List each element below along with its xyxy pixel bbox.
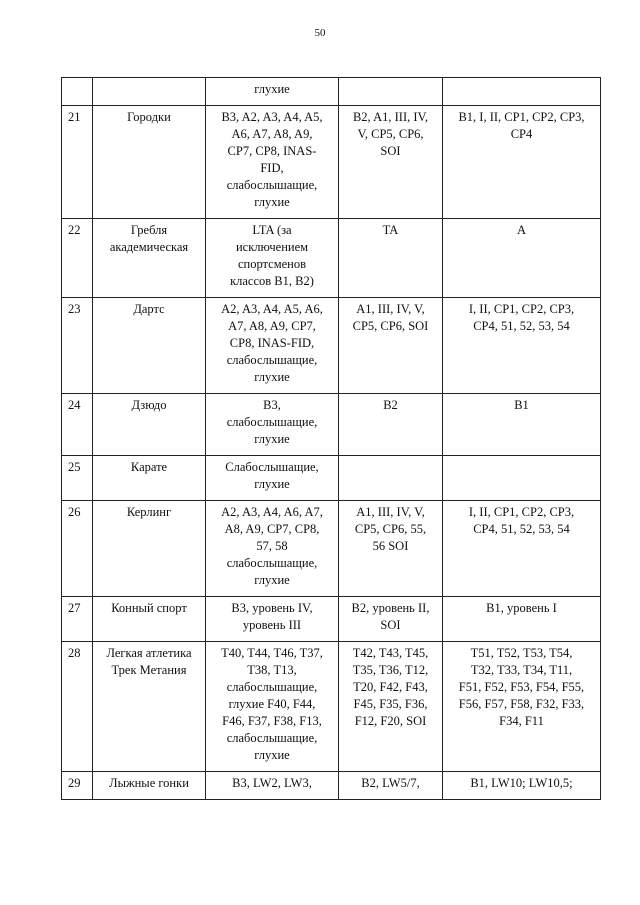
class-group-3-cell [443, 219, 601, 298]
cell-text-line: F34, F11 [499, 714, 544, 728]
row-number-cell: 21 [62, 106, 93, 219]
cell-text-line: A7, A8, A9, CP7, [228, 319, 316, 333]
cell-text-line: 56 SOI [372, 539, 409, 553]
table-row [62, 642, 601, 772]
class-group-1-cell [206, 772, 339, 800]
table-row [62, 456, 601, 501]
table-row [62, 219, 601, 298]
cell-text-line: B3, уровень IV, [231, 601, 313, 615]
class-group-1-cell [206, 78, 339, 106]
class-group-1-cell [206, 394, 339, 456]
cell-text-line: глухие [254, 748, 290, 762]
cell-text-line: CP8, INAS-FID, [229, 336, 315, 350]
cell-text-line: академическая [109, 240, 189, 254]
cell-text-line: CP4, 51, 52, 53, 54 [473, 319, 570, 333]
class-group-3-cell [443, 501, 601, 597]
cell-text-line: I, II, CP1, CP2, CP3, [468, 505, 575, 519]
cell-text-line: Конный спорт [111, 601, 187, 615]
cell-text-line: глухие [254, 82, 290, 96]
cell-text-line: исключением [235, 240, 309, 254]
class-group-3-cell [443, 642, 601, 772]
sport-name-cell [93, 394, 206, 456]
class-group-2-cell [339, 394, 443, 456]
table-row [62, 78, 601, 106]
cell-text-line: Карате [130, 460, 168, 474]
cell-text-line: F45, F35, F36, [353, 697, 428, 711]
cell-text-line: глухие [254, 370, 290, 384]
cell-text-line: TA [382, 223, 399, 237]
cell-text-line: B3, LW2, LW3, [232, 776, 312, 790]
row-number-cell: 24 [62, 394, 93, 456]
table-row [62, 298, 601, 394]
cell-text-line: Дзюдо [131, 398, 167, 412]
class-group-2-cell [339, 298, 443, 394]
table-row [62, 106, 601, 219]
cell-text-line: Керлинг [126, 505, 172, 519]
cell-text-line: F51, F52, F53, F54, F55, [458, 680, 585, 694]
cell-text-line: слабослышащие, [226, 353, 318, 367]
cell-text-line: LTA (за [252, 223, 292, 237]
cell-text-line: F46, F37, F38, F13, [222, 714, 322, 728]
table-row [62, 394, 601, 456]
cell-text-line: F12, F20, SOI [354, 714, 427, 728]
cell-text-line: уровень III [242, 618, 302, 632]
table-row [62, 501, 601, 597]
cell-text-line: CP4, 51, 52, 53, 54 [473, 522, 570, 536]
sport-name-cell [93, 597, 206, 642]
cell-text-line: Городки [127, 110, 171, 124]
class-group-3-cell [443, 456, 601, 501]
sport-name-cell [93, 78, 206, 106]
class-group-2-cell [339, 501, 443, 597]
cell-text-line: B2, уровень II, [351, 601, 430, 615]
class-group-3-cell [443, 772, 601, 800]
cell-text-line: B1 [514, 398, 529, 412]
cell-text-line: B2 [383, 398, 398, 412]
cell-text-line: глухие [254, 432, 290, 446]
cell-text-line: слабослышащие, [226, 680, 318, 694]
class-group-2-cell [339, 456, 443, 501]
cell-text-line: A1, III, IV, V, [356, 505, 425, 519]
cell-text-line: A2, A3, A4, A5, A6, [221, 302, 323, 316]
sport-name-cell [93, 219, 206, 298]
cell-text-line: CP4 [510, 127, 533, 141]
row-number-cell: 28 [62, 642, 93, 772]
cell-text-line: F56, F57, F58, F32, F33, [458, 697, 585, 711]
cell-text-line: T40, T44, T46, T37, [221, 646, 323, 660]
cell-text-line: классов B1, B2) [230, 274, 314, 288]
cell-text-line: слабослышащие, [226, 731, 318, 745]
cell-text-line: глухие F40, F44, [228, 697, 316, 711]
cell-text-line: T32, T33, T34, T11, [470, 663, 573, 677]
cell-text-line: T51, T52, T53, T54, [470, 646, 573, 660]
cell-text-line: FID, [260, 161, 284, 175]
cell-text-line: B2, LW5/7, [361, 776, 420, 790]
class-group-1-cell [206, 501, 339, 597]
class-group-1-cell [206, 597, 339, 642]
table-row [62, 772, 601, 800]
class-group-2-cell [339, 78, 443, 106]
cell-text-line: A [516, 223, 527, 237]
class-group-1-cell [206, 456, 339, 501]
cell-text-line: B2, A1, III, IV, [352, 110, 429, 124]
cell-text-line: глухие [254, 477, 290, 491]
cell-text-line: Легкая атлетика [106, 646, 192, 660]
cell-text-line: слабослышащие, [226, 178, 318, 192]
cell-text-line: Лыжные гонки [109, 776, 189, 790]
class-group-3-cell [443, 106, 601, 219]
class-group-2-cell [339, 642, 443, 772]
row-number-cell: 22 [62, 219, 93, 298]
class-group-1-cell [206, 298, 339, 394]
class-group-3-cell [443, 597, 601, 642]
row-number-cell [62, 78, 93, 106]
class-group-2-cell [339, 106, 443, 219]
class-group-2-cell [339, 772, 443, 800]
cell-text-line: SOI [380, 144, 401, 158]
cell-text-line: CP5, CP6, 55, [354, 522, 427, 536]
cell-text-line: B1, LW10; LW10,5; [470, 776, 573, 790]
cell-text-line: спортсменов [237, 257, 307, 271]
cell-text-line: V, CP5, CP6, [357, 127, 424, 141]
row-number-cell: 29 [62, 772, 93, 800]
page-number: 50 [314, 27, 326, 39]
cell-text-line: Трек Метания [111, 663, 187, 677]
cell-text-line: A1, III, IV, V, [356, 302, 425, 316]
cell-text-line: T20, F42, F43, [353, 680, 428, 694]
cell-text-line: Слабослышащие, [225, 460, 319, 474]
class-group-3-cell [443, 394, 601, 456]
cell-text-line: A2, A3, A4, A6, A7, [221, 505, 323, 519]
sport-name-cell [93, 106, 206, 219]
sport-name-cell [93, 772, 206, 800]
cell-text-line: B3, A2, A3, A4, A5, [221, 110, 323, 124]
sport-name-cell [93, 642, 206, 772]
table-body [62, 78, 601, 800]
cell-text-line: слабослышащие, [226, 415, 318, 429]
cell-text-line: T35, T36, T12, [352, 663, 429, 677]
classification-table [61, 77, 601, 800]
cell-text-line: глухие [254, 573, 290, 587]
row-number-cell: 23 [62, 298, 93, 394]
cell-text-line: A8, A9, CP7, CP8, [224, 522, 320, 536]
cell-text-line: B1, уровень I [486, 601, 557, 615]
row-number-cell: 26 [62, 501, 93, 597]
sport-name-cell [93, 456, 206, 501]
row-number-cell: 25 [62, 456, 93, 501]
class-group-3-cell [443, 78, 601, 106]
cell-text-line: B3, [263, 398, 281, 412]
cell-text-line: T38, T13, [247, 663, 297, 677]
row-number-cell: 27 [62, 597, 93, 642]
cell-text-line: CP7, CP8, INAS- [227, 144, 317, 158]
cell-text-line: B1, I, II, CP1, CP2, CP3, [458, 110, 585, 124]
class-group-3-cell [443, 298, 601, 394]
cell-text-line: Гребля [130, 223, 168, 237]
cell-text-line: слабослышащие, [226, 556, 318, 570]
cell-text-line: CP5, CP6, SOI [352, 319, 429, 333]
cell-text-line: I, II, CP1, CP2, CP3, [468, 302, 575, 316]
cell-text-line: T42, T43, T45, [352, 646, 429, 660]
sport-name-cell [93, 298, 206, 394]
class-group-2-cell [339, 219, 443, 298]
cell-text-line: A6, A7, A8, A9, [231, 127, 313, 141]
class-group-1-cell [206, 106, 339, 219]
sport-name-cell [93, 501, 206, 597]
cell-text-line: глухие [254, 195, 290, 209]
class-group-2-cell [339, 597, 443, 642]
class-group-1-cell [206, 642, 339, 772]
cell-text-line: Дартс [133, 302, 165, 316]
cell-text-line: SOI [380, 618, 401, 632]
table-row [62, 597, 601, 642]
cell-text-line: 57, 58 [256, 539, 288, 553]
class-group-1-cell [206, 219, 339, 298]
